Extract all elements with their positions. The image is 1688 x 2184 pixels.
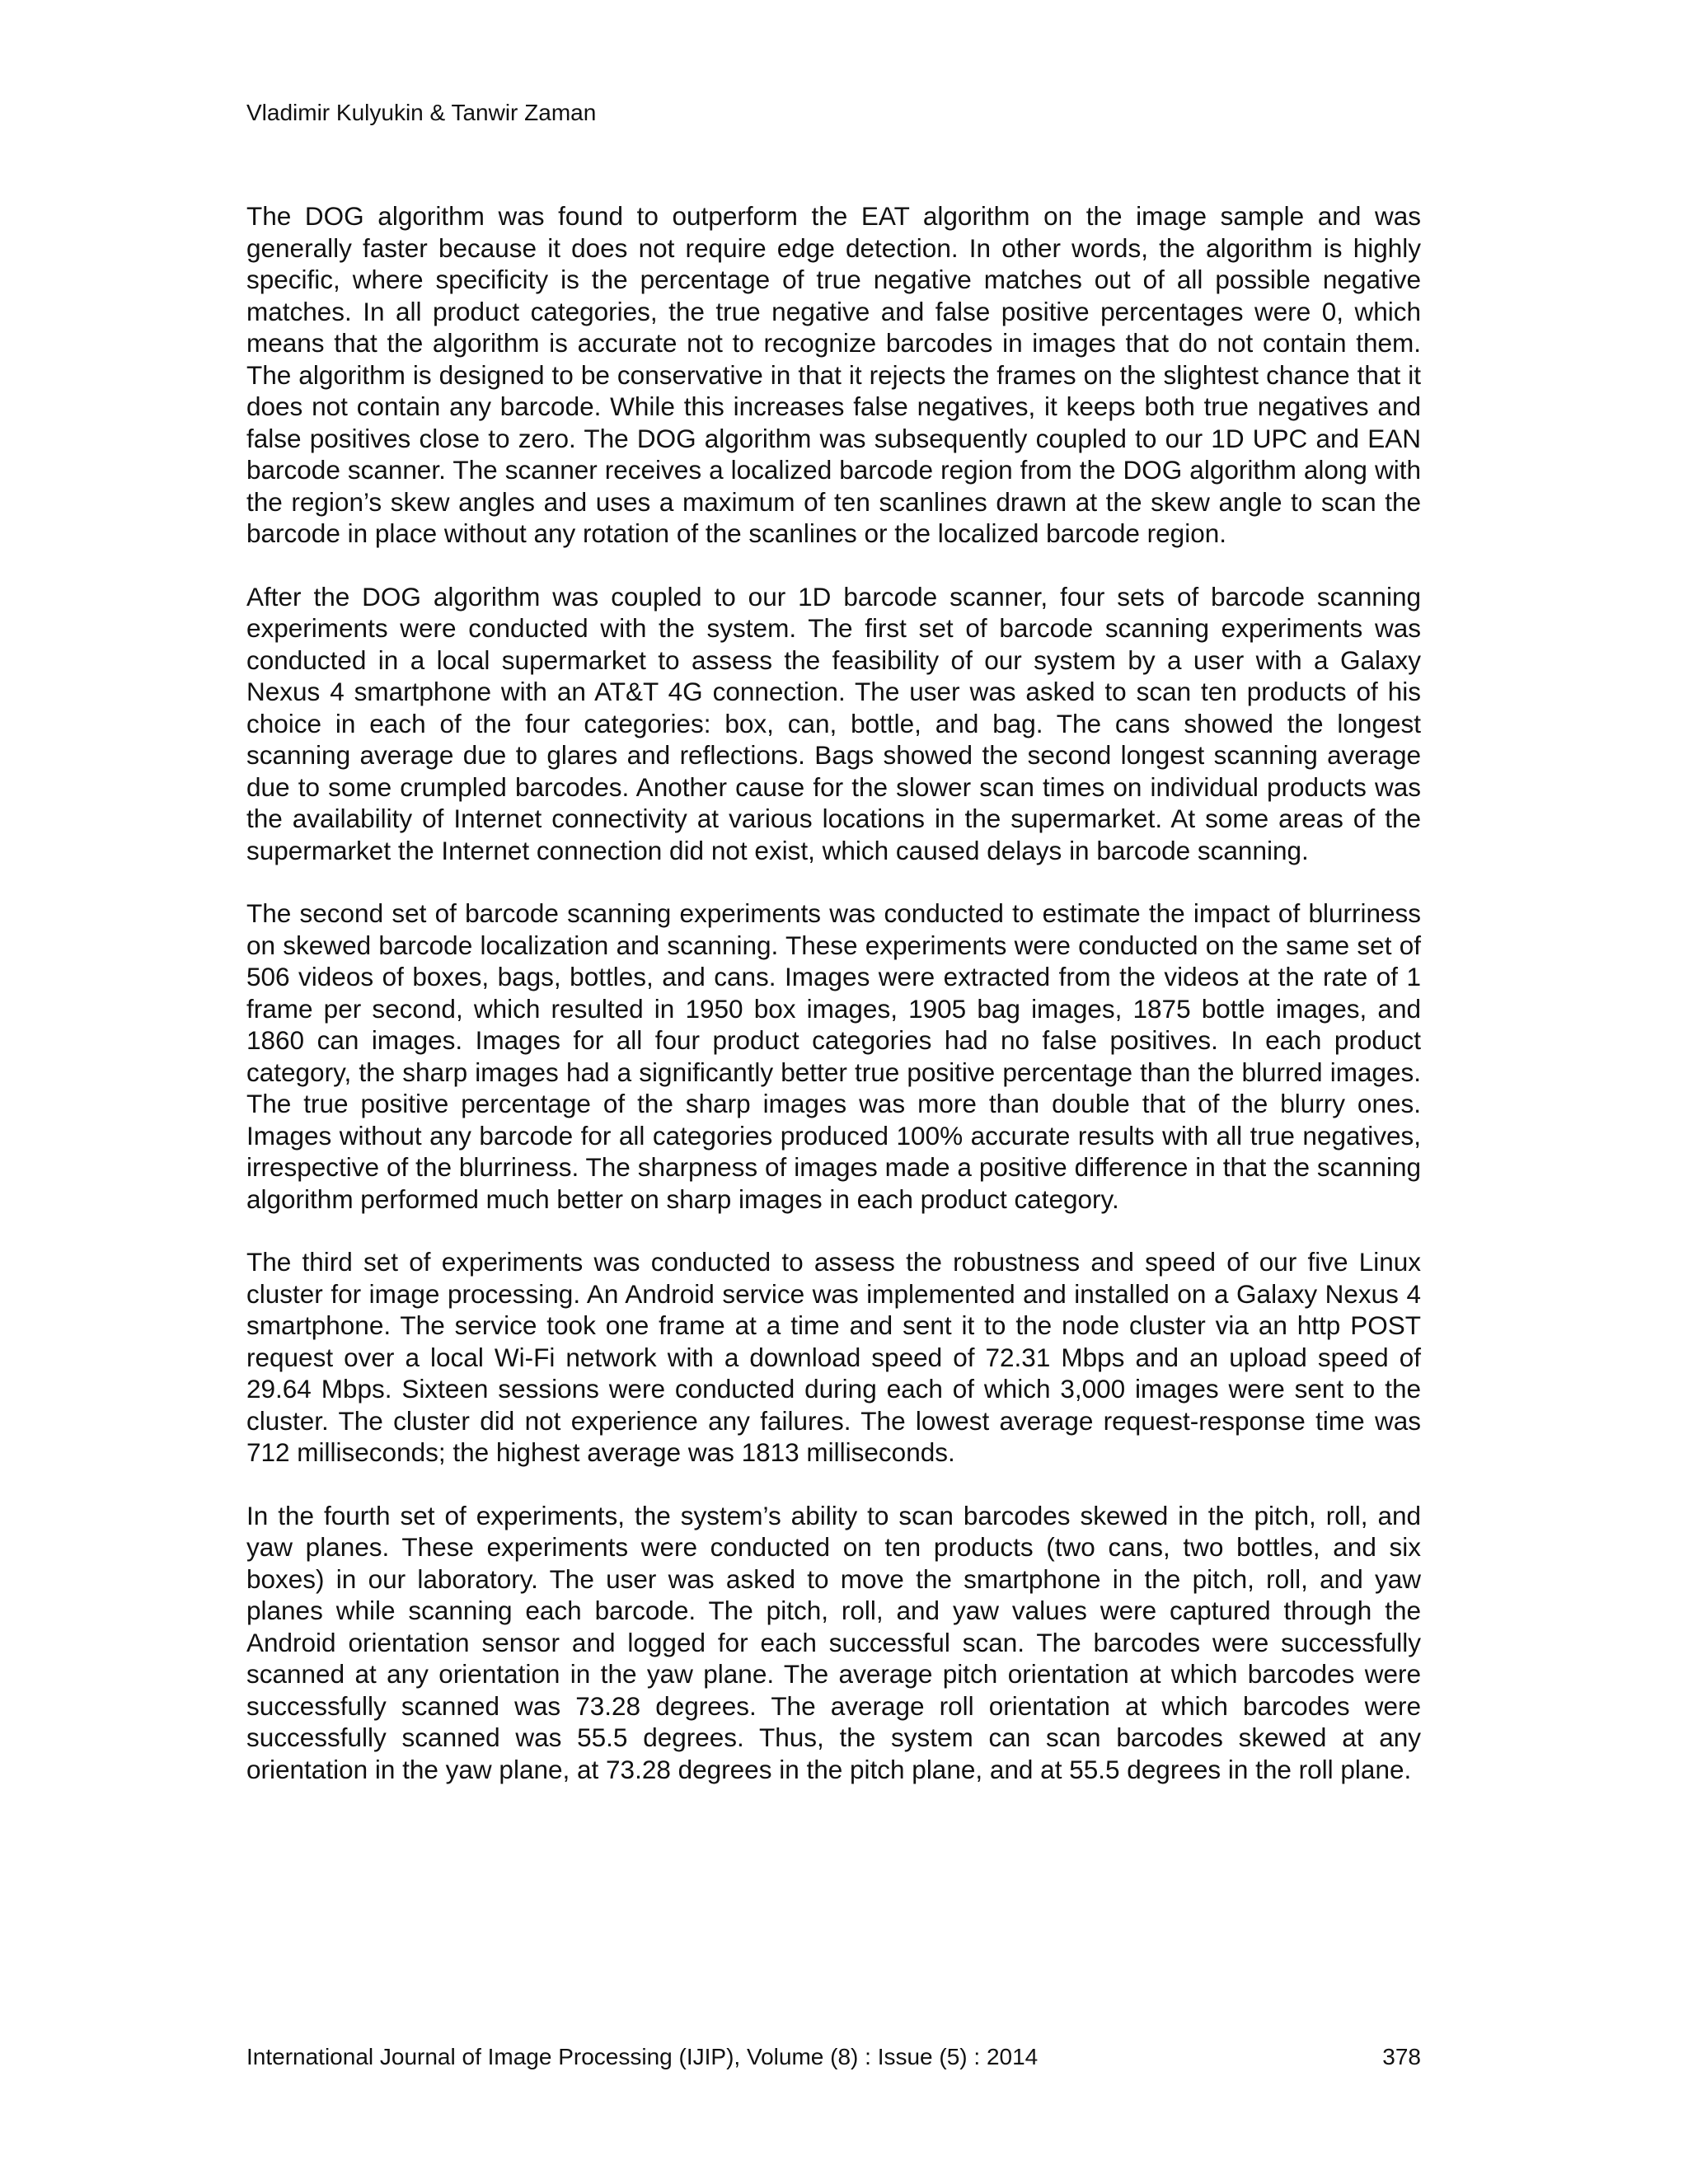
paragraph-4: The third set of experiments was conducted to assess the robustness and speed of our five Linux cluster for image processing. An Android service was implemented and installed on a Galaxy Nexus 4 smartphone. The service took one frame at a time and sent it to the node cluster via an http POST request over a local Wi-Fi network with a download speed of 72.31 Mbps and an upload speed of 29.64 Mbps. Sixteen sessions were conducted during each of which 3,000 images were sent to the cluster. The cluster did not experience any failures. The lowest average request-response time was 712 milliseconds; the highest average was 1813 milliseconds. [246,1247,1421,1467]
body-text [246,200,1421,1816]
paragraph-5: In the fourth set of experiments, the system’s ability to scan barcodes skewed in the pitch, roll, and yaw planes. These experiments were conducted on ten products (two cans, two bottles, and six boxes) in our laboratory. The user was asked to move the smartphone in the pitch, roll, and yaw planes while scanning each barcode. The pitch, roll, and yaw values were captured through the Android orientation sensor and logged for each successful scan. The barcodes were successfully scanned at any orientation in the yaw plane. The average pitch orientation at which barcodes were successfully scanned was 73.28 degrees. The average roll orientation at which barcodes were successfully scanned was 55.5 degrees. Thus, the system can scan barcodes skewed at any orientation in the yaw plane, at 73.28 degrees in the pitch plane, and at 55.5 degrees in the roll plane. [246,1500,1421,1784]
running-header-authors: Vladimir Kulyukin & Tanwir Zaman [246,100,597,125]
footer-journal-citation: International Journal of Image Processing (IJIP), Volume (8) : Issue (5) : 2014 [246,2044,1039,2069]
paragraph-2: After the DOG algorithm was coupled to our 1D barcode scanner, four sets of barcode scanning experiments were conducted with the system. The first set of barcode scanning experiments was conducted in a local supermarket to assess the feasibility of our system by a user with a Galaxy Nexus 4 smartphone with an AT&T 4G connection. The user was asked to scan ten products of his choice in each of the four categories: box, can, bottle, and bag. The cans showed the longest scanning average due to glares and reflections. Bags showed the second longest scanning average due to some crumpled barcodes. Another cause for the slower scan times on individual products was the availability of Internet connectivity at various locations in the supermarket. At some areas of the supermarket the Internet connection did not exist, which caused delays in barcode scanning. [246,581,1421,865]
paragraph-1: The DOG algorithm was found to outperform the EAT algorithm on the image sample and was generally faster because it does not require edge detection. In other words, the algorithm is highly specific, where specificity is the percentage of true negative matches out of all possible negative matches. In all product categories, the true negative and false positive percentages were 0, which means that the algorithm is accurate not to recognize barcodes in images that do not contain them. The algorithm is designed to be conservative in that it rejects the frames on the slightest chance that it does not contain any barcode. While this increases false negatives, it keeps both true negatives and false positives close to zero. The DOG algorithm was subsequently coupled to our 1D UPC and EAN barcode scanner. The scanner receives a localized barcode region from the DOG algorithm along with the region’s skew angles and uses a maximum of ten scanlines drawn at the skew angle to scan the barcode in place without any rotation of the scanlines or the localized barcode region. [246,201,1421,548]
paragraph-3: The second set of barcode scanning experiments was conducted to estimate the impact of blurriness on skewed barcode localization and scanning. These experiments were conducted on the same set of 506 videos of boxes, bags, bottles, and cans. Images were extracted from the videos at the rate of 1 frame per second, which resulted in 1950 box images, 1905 bag images, 1875 bottle images, and 1860 can images. Images for all four product categories had no false positives. In each product category, the sharp images had a significantly better true positive percentage than the blurred images. The true positive percentage of the sharp images was more than double that of the blurry ones. Images without any barcode for all categories produced 100% accurate results with all true negatives, irrespective of the blurriness. The sharpness of images made a positive difference in that the scanning algorithm performed much better on sharp images in each product category. [246,898,1421,1214]
footer-page-number: 378 [1382,2044,1421,2069]
